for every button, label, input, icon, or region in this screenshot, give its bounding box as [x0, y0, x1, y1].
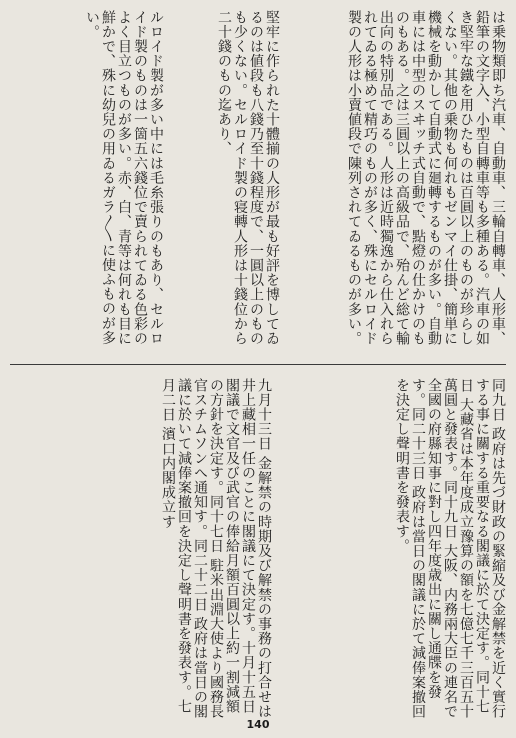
- lower-right-text: 同九日 政府は先づ財政の緊縮及び金解禁を近く實行する事に關する重要なる閣議に於て決定す。同十七日 大藏省は本年度成立豫算の額を七億七千三百五十萬圓と發表す。同十九日 大阪、内務兩大臣の連名で全國の府縣知事に對し四年度歳出に關し通牒を發す。同二十三日 政府は當日の閣議に於て減俸案撤回を決定し聲明書を發表す。: [394, 378, 506, 719]
- section-divider: [10, 364, 506, 365]
- page-number: 140: [246, 718, 270, 731]
- lower-left-text: 九月十三日 金解禁の時期及び解禁の事務の打合せは井上藏相一任のことに閣議にて決定す。十月十五日 閣議で文官及び武官の俸給月額百圓以上約一割減額の方針を決定す。同十七日 駐米出淵大使より國務長官スチムソンへ通知す。同二十二日 政府は當日の閣議に於いて減俸案撤回を決定し聲明書を發表す。七月二日 濱口内閣成立す: [160, 378, 272, 719]
- upper-right-text: は乗物類即ち汽車、自動車、三輪自轉車、人形車、鉛筆の文字入、小型自轉車等も多種ある。汽車の如き堅牢な鐵を用ひたものは百圓以上のものが珍らしくない。其他の乗物も何れもゼンマイ仕掛、簡単に機械を動かして自動式に廻轉するものが多い。自動車には中型のスヰッチ式自動で、點燈の仕かけのものもある。之は三圓以上の高級品で、殆んど総て輸出向の特別品である。人形は近時獨逸から仕入れられてゐる極めて精巧のものが多く、殊にセルロイド製の人形は小賣値段で陳列されてゐるものが多い。: [346, 10, 506, 346]
- upper-left-text: ルロイド製が多い中には毛糸張りのもあり、セルロイド製のものは一箇五六錢位で賣られてゐる色彩のよく目立つものが多い。赤、白、青等は何れも目に鮮かで、殊に幼兒の用ゐるガラ〳〵に使ふものが多い。: [84, 10, 164, 346]
- upper-middle-text: 堅牢に作られた十體揃の人形が最も好評を博してゐるのは値段も八錢乃至十錢程度で、一圓以上のものも少くない。セルロイド製の寝轉人形は十錢位から二十錢のもの迄あり、: [216, 10, 280, 346]
